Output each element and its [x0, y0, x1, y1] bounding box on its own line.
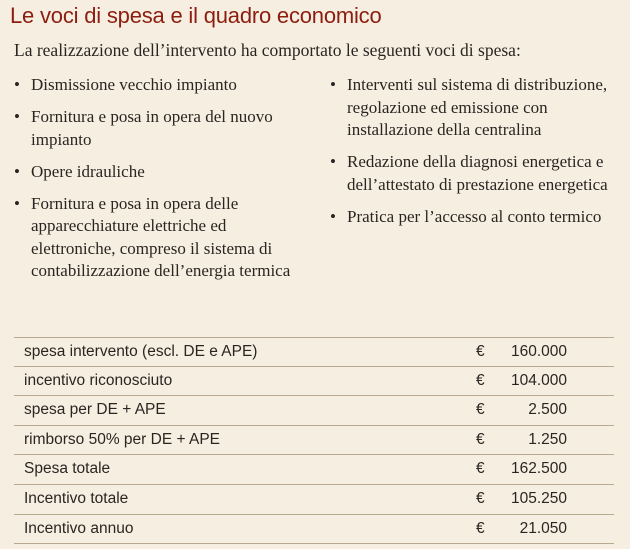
row-label: spesa per DE + APE [24, 401, 166, 419]
expense-list-left [14, 74, 314, 292]
table-row [14, 396, 614, 426]
table-row [14, 426, 614, 456]
expense-list-right [330, 74, 625, 238]
list-item-text: Opere idrauliche [31, 161, 145, 181]
list-item [330, 206, 625, 229]
list-item-text: Pratica per l’accesso al conto termico [347, 206, 602, 226]
row-label: Incentivo annuo [24, 519, 134, 537]
row-amount: 21.050 [519, 519, 567, 537]
page-title: Le voci di spesa e il quadro economico [10, 3, 382, 28]
row-label: spesa intervento (escl. DE e APE) [24, 343, 258, 360]
row-amount: 104.000 [510, 371, 567, 389]
list-item [14, 193, 314, 283]
table-row [14, 337, 614, 367]
row-amount: 105.250 [510, 489, 567, 507]
bullet-icon: • [330, 206, 336, 226]
row-amount: 162.500 [510, 460, 567, 478]
bullet-icon: • [330, 75, 336, 94]
list-item-text: Fornitura e posa in opera del nuovo impianto [31, 107, 273, 149]
currency-symbol: € [476, 371, 485, 389]
row-label: rimborso 50% per DE + APE [24, 430, 220, 448]
list-item-text: Fornitura e posa in opera delle apparecchiature elettriche ed elettroniche, compreso il sistema di contabilizzazione dell’energia termica [31, 193, 291, 280]
currency-symbol: € [476, 489, 485, 507]
bullet-icon: • [14, 193, 20, 213]
row-amount: 2.500 [528, 401, 567, 419]
currency-symbol: € [476, 430, 485, 448]
table-row [14, 485, 614, 515]
row-label: Incentivo totale [24, 489, 129, 507]
list-item-text: Interventi sul sistema di distribuzione, regolazione ed emissione con installazione della centralina [347, 75, 608, 139]
economic-table [14, 337, 614, 544]
currency-symbol: € [476, 343, 485, 360]
list-item [14, 74, 314, 97]
bullet-icon: • [330, 152, 336, 171]
list-item-text: Redazione della diagnosi energetica e dell’attestato di prestazione energetica [347, 152, 608, 194]
currency-symbol: € [476, 460, 485, 478]
row-amount: 160.000 [510, 343, 567, 360]
intro-text: La realizzazione dell’intervento ha comportato le seguenti voci di spesa: [14, 40, 521, 60]
row-label: incentivo riconosciuto [24, 371, 173, 389]
table-row [14, 367, 614, 397]
list-item [14, 106, 314, 151]
table-row [14, 455, 614, 485]
row-label: Spesa totale [24, 460, 111, 478]
table-row [14, 515, 614, 545]
currency-symbol: € [476, 401, 485, 419]
list-item [330, 74, 625, 142]
list-item [14, 161, 314, 184]
bullet-icon: • [14, 107, 20, 126]
list-item [330, 151, 625, 196]
currency-symbol: € [476, 519, 485, 537]
row-amount: 1.250 [528, 430, 567, 448]
list-item-text: Dismissione vecchio impianto [31, 75, 237, 94]
bullet-icon: • [14, 161, 20, 181]
bullet-icon: • [14, 75, 20, 94]
